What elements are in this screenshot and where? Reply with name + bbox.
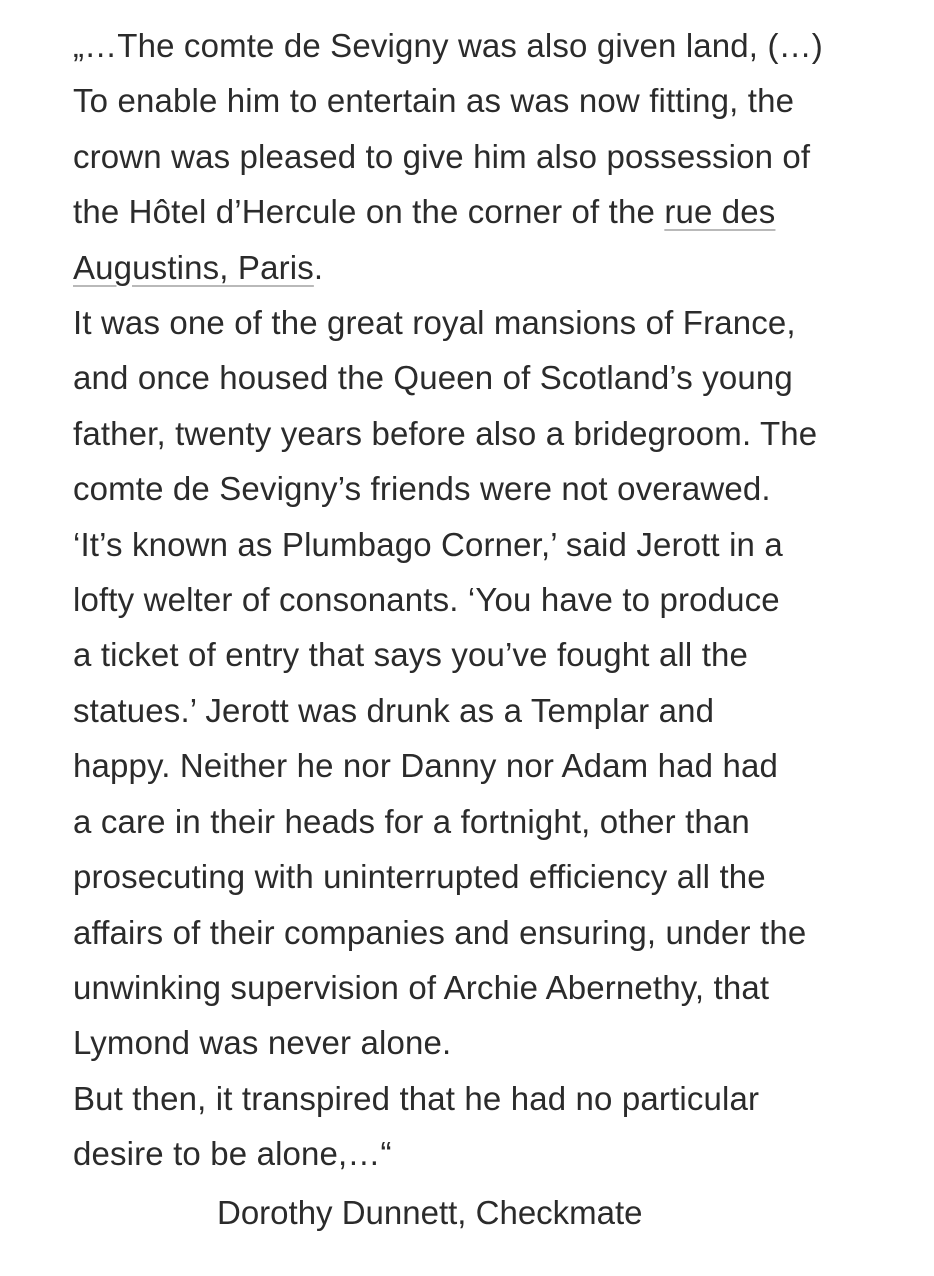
quote-line: lofty welter of consonants. ‘You have to produce bbox=[73, 581, 780, 619]
quote-line: crown was pleased to give him also possession of bbox=[73, 137, 811, 175]
quote-line: To enable him to entertain as was now fitting, the bbox=[73, 82, 795, 120]
quote-line: Lymond was never alone. bbox=[73, 1024, 452, 1062]
quote-line: „…The comte de Sevigny was also given land, (…) bbox=[73, 27, 823, 64]
quote-line: a care in their heads for a fortnight, other than bbox=[73, 802, 750, 840]
quote-line: ‘It’s known as Plumbago Corner,’ said Jerott in a bbox=[73, 525, 783, 563]
quote-attribution: Dorothy Dunnett, Checkmate bbox=[217, 1194, 643, 1231]
quote-line bbox=[73, 184, 923, 239]
quote-line: happy. Neither he nor Danny nor Adam had had bbox=[73, 747, 778, 785]
quote-line: comte de Sevigny’s friends were not overawed. bbox=[73, 470, 771, 508]
quote-line: a ticket of entry that says you’ve fought all the bbox=[73, 636, 749, 674]
place-link[interactable]: Augustins, Paris bbox=[73, 248, 314, 286]
quote-line-text: the Hôtel d’Hercule on the corner of the bbox=[73, 193, 665, 231]
place-link[interactable]: rue des bbox=[664, 193, 776, 231]
quote-line: But then, it transpired that he had no particular bbox=[73, 1079, 760, 1117]
quote-line bbox=[73, 240, 923, 295]
quote-line: statues.’ Jerott was drunk as a Templar and bbox=[73, 691, 715, 729]
quote-line: prosecuting with uninterrupted efficiency all the bbox=[73, 858, 766, 896]
quote-text bbox=[73, 18, 923, 1182]
quote-line: unwinking supervision of Archie Abernethy, that bbox=[73, 968, 770, 1006]
quote-line: and once housed the Queen of Scotland’s young bbox=[73, 359, 793, 397]
quote-line-text: . bbox=[313, 248, 324, 286]
quote-line: It was one of the great royal mansions of France, bbox=[73, 304, 796, 342]
quote-line: affairs of their companies and ensuring, under the bbox=[73, 913, 807, 951]
quote-line: father, twenty years before also a bridegroom. The bbox=[73, 414, 818, 452]
quote-line: desire to be alone,…“ bbox=[73, 1135, 392, 1173]
